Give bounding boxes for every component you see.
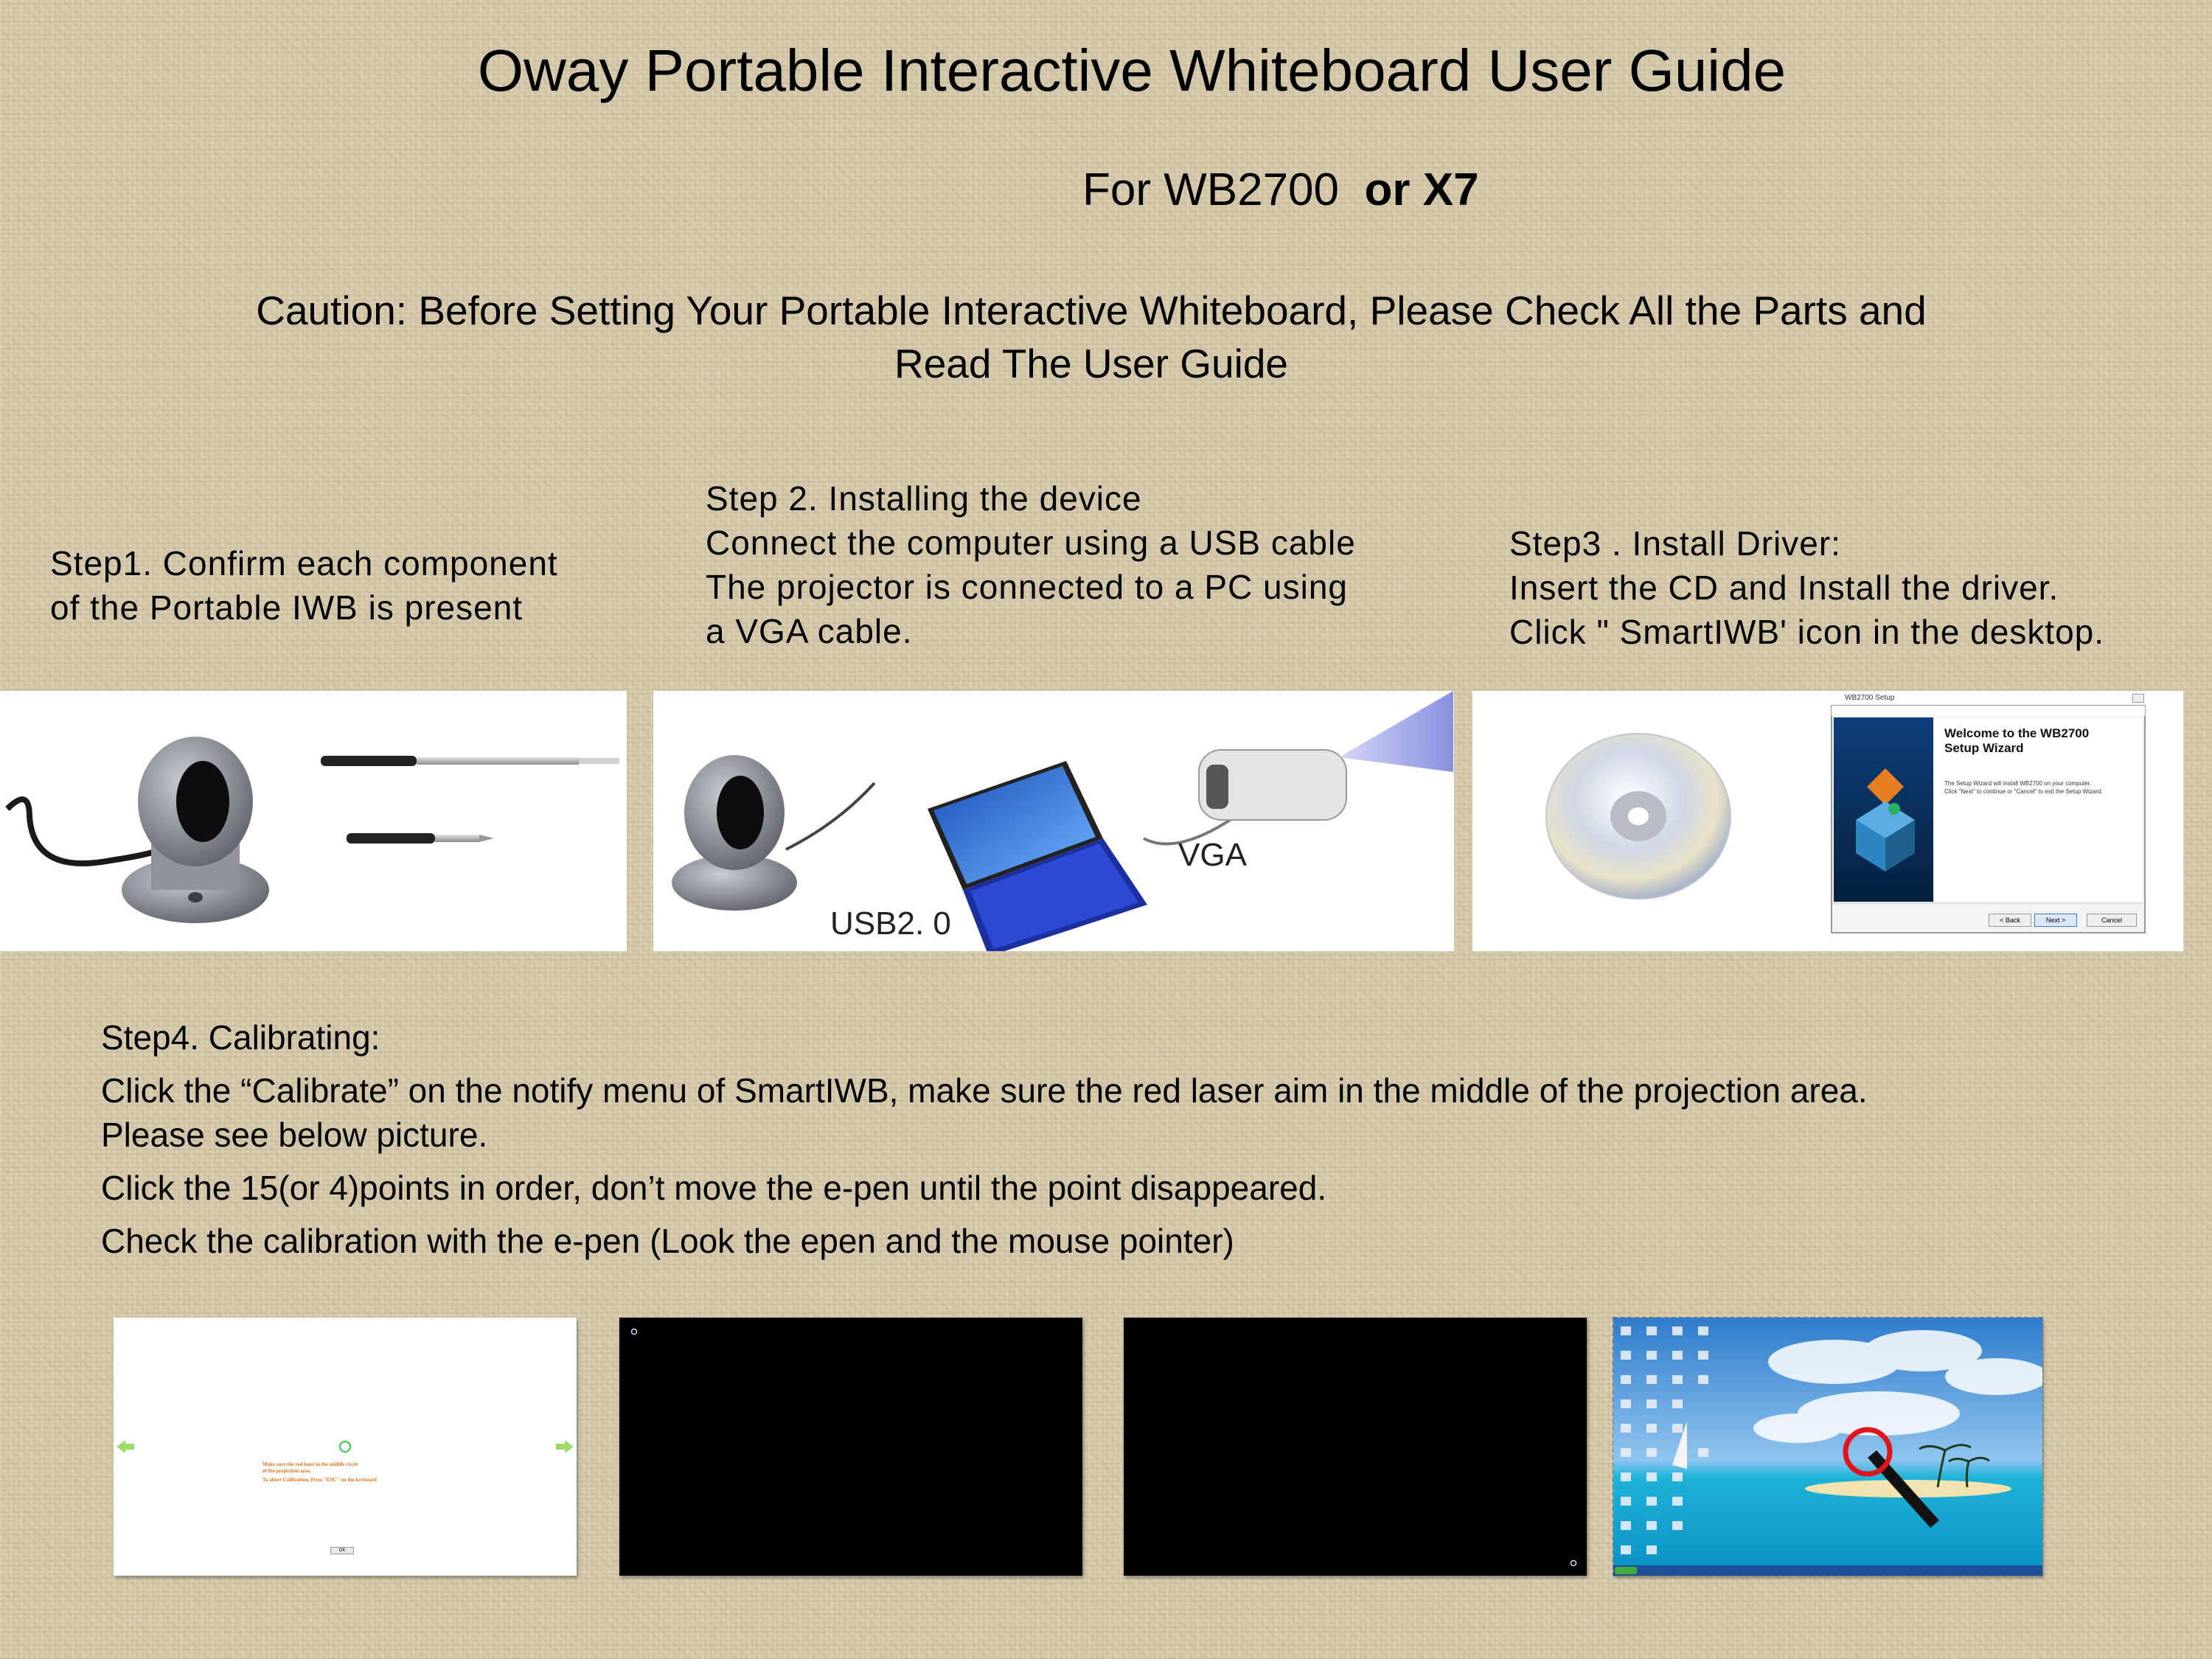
components-photo [0, 691, 627, 951]
laptop [928, 761, 1147, 951]
calibration-ok-button[interactable]: OK [330, 1547, 354, 1554]
step-line: The projector is connected to a PC using [706, 568, 1349, 606]
right-arrow-icon [556, 1440, 574, 1453]
caution-note [162, 284, 2020, 390]
step4-line: Please see below picture. [101, 1116, 488, 1154]
step-line: a VGA cable. [706, 612, 913, 650]
calibration-point-icon [1571, 1561, 1576, 1566]
vga-label: VGA [1178, 837, 1247, 873]
calibration-check-screenshot [1613, 1318, 2042, 1576]
step-line: of the Portable IWB is present [50, 588, 524, 627]
step-line: Insert the CD and Install the driver. [1509, 568, 2059, 607]
driver-install-panel [1472, 691, 2183, 951]
long-pen [321, 756, 619, 766]
camera-device [122, 737, 269, 923]
step-line: Step 2. Installing the device [706, 479, 1142, 518]
wizard-next-button[interactable]: Next > [2034, 914, 2077, 927]
calibration-point-last-screenshot [1124, 1318, 1587, 1576]
wizard-cancel-button[interactable]: Cancel [2087, 914, 2137, 927]
left-arrow-icon [116, 1440, 134, 1453]
wizard-description: The Setup Wizard will install WB2700 on your computer. Click "Next" to continue or "Cancel" to exit the Setup Wizard. [1944, 780, 2103, 795]
short-pen [347, 833, 494, 844]
calibration-point-icon [632, 1329, 637, 1335]
usb-label: USB2. 0 [830, 905, 951, 942]
step-line: Step3 . Install Driver: [1509, 524, 1841, 563]
taskbar [1613, 1565, 2042, 1576]
step1-text [50, 541, 558, 630]
step3-text [1509, 521, 2104, 654]
model-subtitle-alt: or X7 [1364, 164, 1479, 215]
step-line: Click " SmartIWB' icon in the desktop. [1509, 613, 2105, 651]
step4-line: Click the “Calibrate” on the notify menu of SmartIWB, make sure the red laser aim in the middle of the projection area. [101, 1071, 1868, 1110]
page-title: Oway Portable Interactive Whiteboard User Guide [477, 38, 1787, 103]
model-subtitle-prefix: For WB2700 [1082, 164, 1365, 215]
wizard-heading: Welcome to the WB2700 Setup Wizard [1944, 726, 2090, 755]
step-line: Connect the computer using a USB cable [706, 524, 1356, 562]
calibration-message: Make sure the red laser in the middle circle of the projection area. To abort Calibration, Press "ESC" on the keyboard [262, 1461, 377, 1483]
step2-text [706, 476, 1356, 653]
step4-line: Click the 15(or 4)points in order, don’t move the e-pen until the point disappeared. [101, 1169, 1327, 1207]
target-circle-icon [340, 1441, 350, 1452]
step4-instructions [101, 1014, 1868, 1263]
calibration-point-first-screenshot [619, 1318, 1082, 1576]
step4-heading: Step4. Calibrating: [101, 1018, 380, 1057]
wizard-close-button[interactable] [2132, 694, 2144, 703]
wizard-back-button[interactable]: < Back [1989, 914, 2031, 927]
step4-line: Check the calibration with the e-pen (Look the epen and the mouse pointer) [101, 1222, 1234, 1260]
camera-device [672, 755, 797, 911]
wizard-window-title: WB2700 Setup [1845, 694, 1895, 702]
projector [1199, 691, 1453, 820]
connection-diagram [653, 691, 1454, 951]
caution-line: Caution: Before Setting Your Portable Interactive Whiteboard, Please Check All the Parts and [256, 288, 1927, 333]
step-line: Step1. Confirm each component [50, 544, 558, 582]
caution-line: Read The User Guide [894, 341, 1288, 386]
calibration-start-screenshot [114, 1318, 577, 1576]
cd-disc [1546, 734, 1731, 899]
model-subtitle [1082, 164, 1479, 216]
